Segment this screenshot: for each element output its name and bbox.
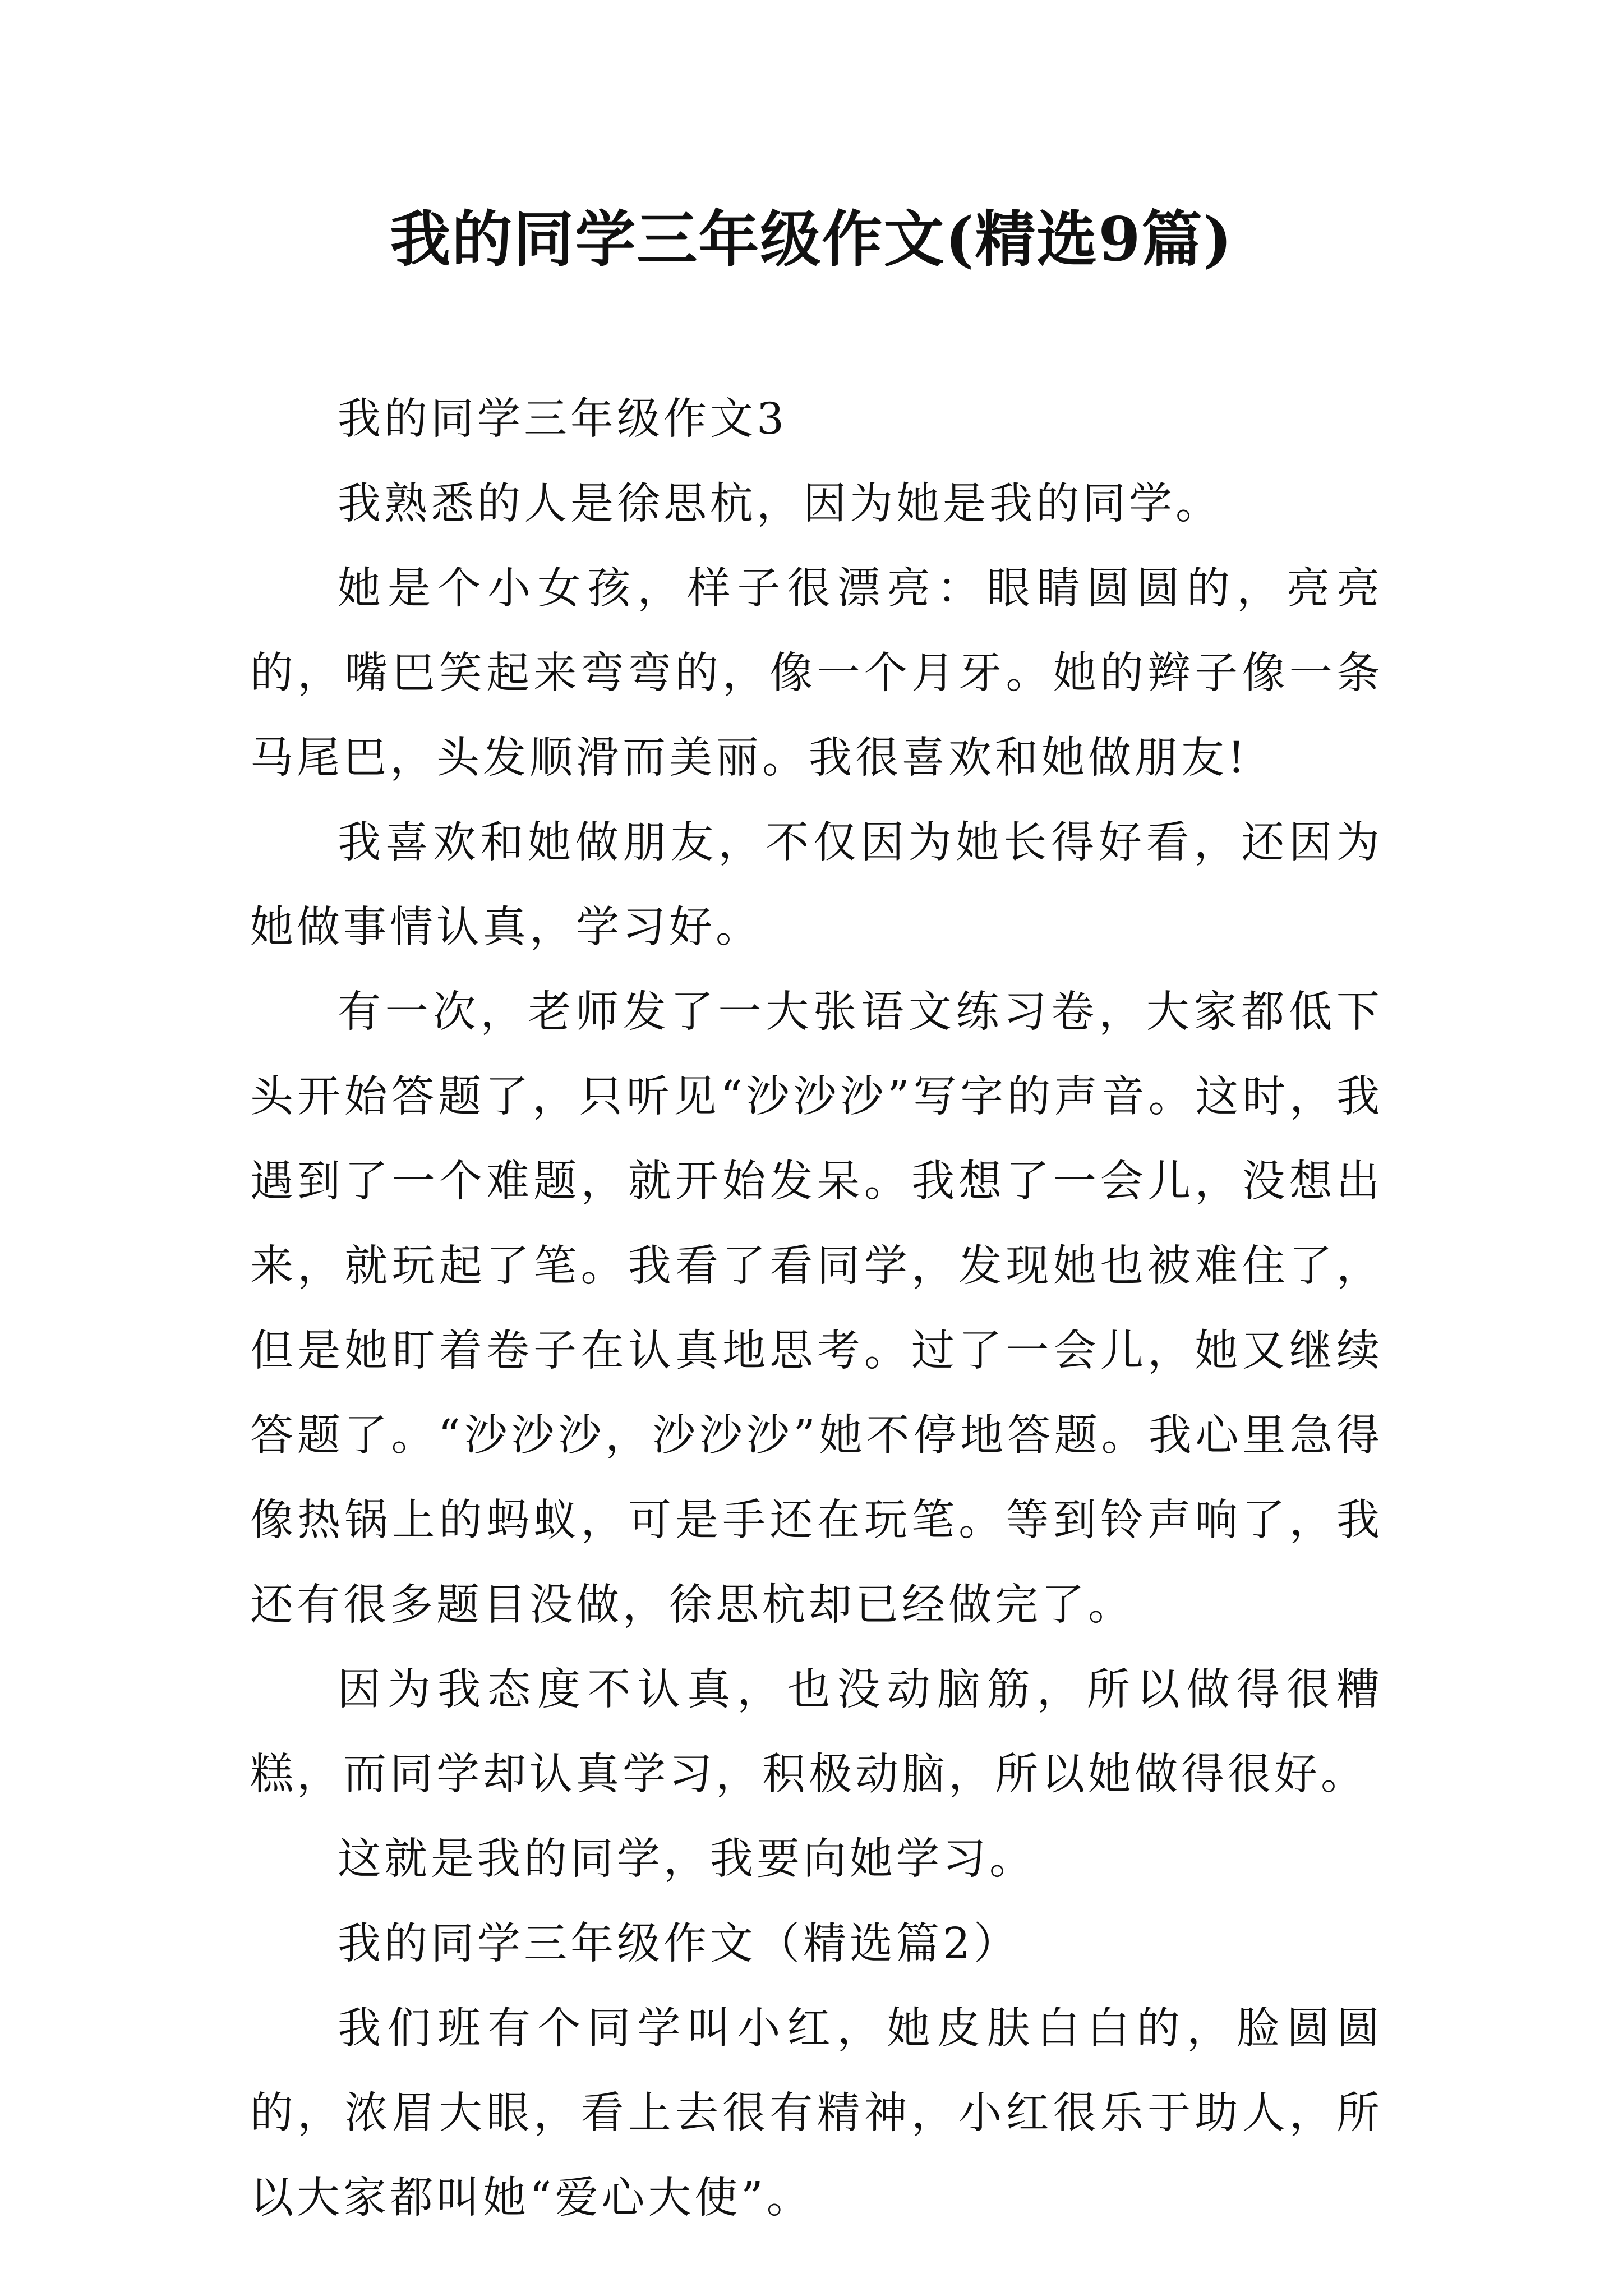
paragraph: 我们班有个同学叫小红，她皮肤白白的，脸圆圆的，浓眉大眼，看上去很有精神，小红很乐于助人，所以大家都叫她“爱心大使”。 (250, 2004, 1383, 2223)
paragraph: 我熟悉的人是徐思杭，因为她是我的同学。 (338, 479, 1222, 529)
paragraph: 有一次，老师发了一大张语文练习卷，大家都低下头开始答题了，只听见“沙沙沙”写字的声音。这时，我遇到了一个难题，就开始发呆。我想了一会儿，没想出来，就玩起了笔。我看了看同学，发现她也被难住了，但是她盯着卷子在认真地思考。过了一会儿，她又继续答题了。“沙沙沙，沙沙沙”她不停地答题。我心里急得像热锅上的蚂蚁，可是手还在玩笔。等到铃声响了，我还有很多题目没做，徐思杭却已经做完了。 (250, 987, 1383, 1630)
paragraph: 我喜欢和她做朋友，不仅因为她长得好看，还因为她做事情认真，学习好。 (250, 818, 1383, 953)
paragraph: 因为我态度不认真，也没动脑筋，所以做得很糟糕，而同学却认真学习，积极动脑，所以她做得很好。 (250, 1665, 1383, 1800)
section-heading: 我的同学三年级作文（精选篇2） (338, 1919, 1020, 1969)
section-heading: 我的同学三年级作文3 (338, 394, 787, 444)
paragraph: 她是个小女孩，样子很漂亮：眼睛圆圆的，亮亮的，嘴巴笑起来弯弯的，像一个月牙。她的辫子像一条马尾巴，头发顺滑而美丽。我很喜欢和她做朋友! (250, 564, 1383, 783)
paragraph: 这就是我的同学，我要向她学习。 (338, 1834, 1036, 1884)
document-title: 我的同学三年级作文(精选9篇) (390, 204, 1233, 275)
document-body (250, 377, 1383, 2240)
